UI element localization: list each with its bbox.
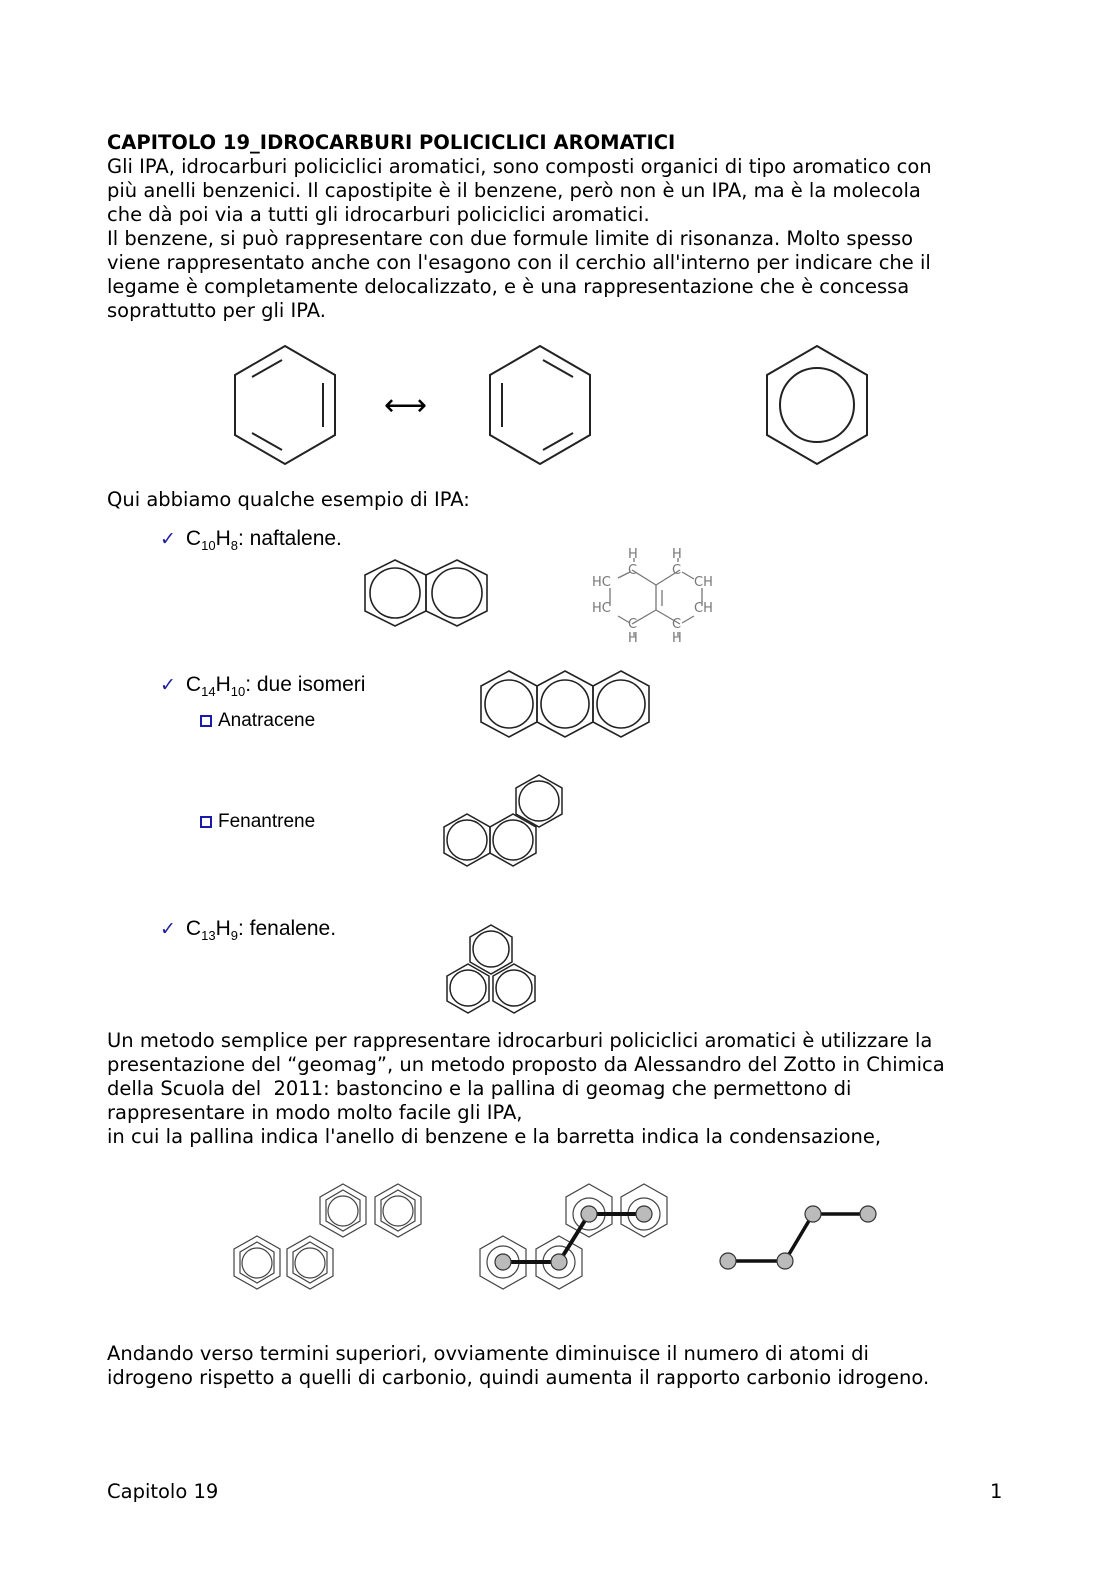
- page-number: 1: [990, 1480, 1003, 1503]
- naphthalene-structure: [363, 557, 489, 629]
- benzene-kekule-1: [230, 343, 340, 468]
- checkbox-icon: [200, 715, 212, 727]
- geomag-model: [715, 1200, 885, 1270]
- isomer-fenantrene: Fenantrene: [200, 811, 315, 833]
- isomer-anatracene: Anatracene: [200, 710, 315, 732]
- example-naphthalene: ✓ $C_{10}H_8$: naftalene.: [160, 527, 342, 554]
- closing-line: idrogeno rispetto a quelli di carbonio, quindi aumenta il rapporto carbonio idrogeno.: [107, 1366, 930, 1389]
- intro-line: viene rappresentato anche con l'esagono con il cerchio all'interno per indicare che il: [107, 251, 931, 274]
- atom-label: CH: [694, 575, 713, 590]
- geomag-line: in cui la pallina indica l'anello di benzene e la barretta indica la condensazione,: [107, 1125, 882, 1148]
- atom-label: C: [672, 563, 682, 578]
- atom-label: CH: [694, 601, 713, 616]
- atom-label: C: [628, 563, 638, 578]
- closing-line: Andando verso termini superiori, ovviamente diminuisce il numero di atomi di: [107, 1342, 869, 1365]
- checkbox-icon: [200, 816, 212, 828]
- anthracene-structure: [479, 668, 651, 740]
- intro-line: Il benzene, si può rappresentare con due formule limite di risonanza. Molto spesso: [107, 227, 914, 250]
- chrysene-structure: [230, 1180, 430, 1295]
- atom-label: H: [672, 631, 682, 646]
- phenalene-structure: [442, 922, 542, 1018]
- intro-block: [107, 131, 1007, 323]
- chrysene-geomag-overlay: [473, 1180, 673, 1295]
- geomag-line: rappresentare in modo molto facile gli IPA,: [107, 1101, 523, 1124]
- naphthalene-formula: [590, 547, 730, 646]
- atom-label: C: [672, 617, 682, 632]
- intro-line: soprattutto per gli IPA.: [107, 299, 326, 322]
- atom-label: H: [672, 547, 682, 562]
- page-title: CAPITOLO 19_IDROCARBURI POLICICLICI AROMATICI: [107, 131, 676, 154]
- atom-label: HC: [592, 575, 611, 590]
- geomag-line: Un metodo semplice per rappresentare idrocarburi policiclici aromatici è utilizzare la: [107, 1029, 933, 1052]
- resonance-arrow: ⟷: [384, 388, 428, 423]
- closing-paragraph: [107, 1342, 1007, 1390]
- phenanthrene-structure: [442, 773, 568, 873]
- benzene-delocalized: [762, 343, 872, 468]
- intro-line: Gli IPA, idrocarburi policiclici aromatici, sono composti organici di tipo aromatico con: [107, 155, 932, 178]
- check-icon: ✓: [160, 675, 176, 696]
- intro-line: più anelli benzenici. Il capostipite è il benzene, però non è un IPA, ma è la molecola: [107, 179, 921, 202]
- atom-label: H: [628, 631, 638, 646]
- check-icon: ✓: [160, 529, 176, 550]
- footer-chapter: Capitolo 19: [107, 1480, 219, 1503]
- intro-line: che dà poi via a tutti gli idrocarburi policiclici aromatici.: [107, 203, 650, 226]
- geomag-line: della Scuola del 2011: bastoncino e la pallina di geomag che permettono di: [107, 1077, 852, 1100]
- benzene-kekule-2: [485, 343, 595, 468]
- examples-heading: Qui abbiamo qualche esempio di IPA:: [107, 488, 470, 511]
- geomag-paragraph: [107, 1029, 1007, 1149]
- check-icon: ✓: [160, 919, 176, 940]
- geomag-line: presentazione del “geomag”, un metodo proposto da Alessandro del Zotto in Chimica: [107, 1053, 945, 1076]
- atom-label: C: [628, 617, 638, 632]
- intro-line: legame è completamente delocalizzato, e è una rappresentazione che è concessa: [107, 275, 910, 298]
- atom-label: H: [628, 547, 638, 562]
- example-phenalene: ✓ $C_{13}H_9$: fenalene.: [160, 917, 337, 944]
- example-c14h10: ✓ $C_{14}H_{10}$: due isomeri: [160, 673, 366, 700]
- atom-label: HC: [592, 601, 611, 616]
